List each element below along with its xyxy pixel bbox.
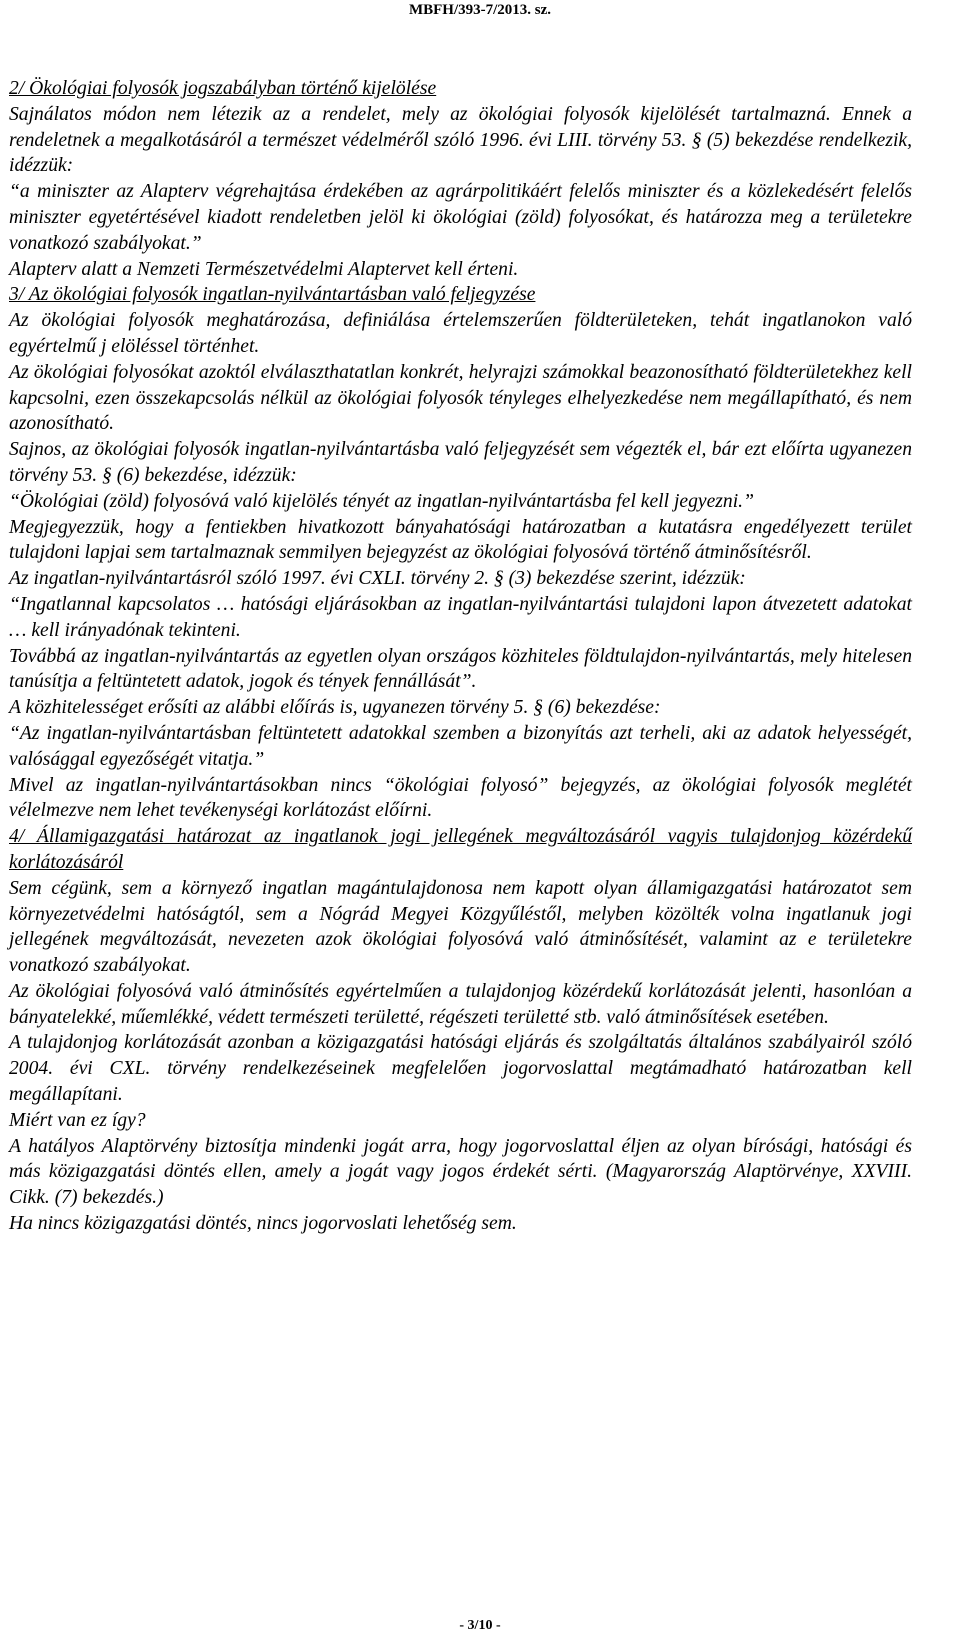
paragraph: Ha nincs közigazgatási döntés, nincs jogorvoslati lehetőség sem. xyxy=(9,1213,517,1235)
document-body xyxy=(9,76,912,1237)
paragraph: A közhitelességet erősíti az alábbi előírás is, ugyanezen törvény 5. § (6) bekezdése: xyxy=(9,697,661,719)
paragraph: Az ökológiai folyosókat azoktól elválaszthatatlan konkrét, helyrajzi számokkal beazonosítható földterületekhez kell kapcsolni, ezen összekapcsolás nélkül az ökológiai folyosók tényleges elhelyezkedése nem megállapítható, és nem azonosítható. xyxy=(9,361,912,435)
paragraph: Sajnos, az ökológiai folyosók ingatlan-nyilvántartásba való feljegyzését sem végezték el, bár ezt előírta ugyanezen törvény 53. § (6) bekezdése, idézzük: xyxy=(9,439,912,486)
paragraph: A tulajdonjog korlátozását azonban a közigazgatási hatósági eljárás és szolgáltatás általános szabályairól szóló 2004. évi CXL. törvény rendelkezéseinek megfelelően jogorvoslattal megtámadható határozatban kell megállapítani. xyxy=(9,1032,912,1106)
paragraph: Az ingatlan-nyilvántartásról szóló 1997. évi CXLI. törvény 2. § (3) bekezdése szerint, idézzük: xyxy=(9,568,746,590)
paragraph: Sajnálatos módon nem létezik az a rendelet, mely az ökológiai folyosók kijelölését tartalmazná. Ennek a rendeletnek a megalkotásáról a természet védelméről szóló 1996. évi LIII. törvény 53. § (5) bekezdése rendelkezik, idézzük: xyxy=(9,103,912,177)
paragraph: A hatályos Alaptörvény biztosítja mindenki jogát arra, hogy jogorvoslattal éljen az olyan bírósági, hatósági és más közigazgatási döntés ellen, amely a jogát vagy jogos érdekét sérti. (Magyarország Alaptörvénye, XXVIII. Cikk. (7) bekezdés.) xyxy=(9,1135,912,1209)
section-heading-4: 4/ Államigazgatási határozat az ingatlanok jogi jellegének megváltozásáról vagyis tulajdonjog közérdekű korlátozásáról xyxy=(9,826,912,873)
document-id-header: MBFH/393-7/2013. sz. xyxy=(408,2,552,18)
paragraph: Az ökológiai folyosók meghatározása, definiálása értelemszerűen földterületeken, tehát ingatlanokon való egyértelmű j elöléssel történhet. xyxy=(9,310,912,357)
quote-paragraph: “a miniszter az Alapterv végrehajtása érdekében az agrárpolitikáért felelős miniszter és a közlekedésért felelős miniszter egyetértésével kiadott rendeletben jelöl ki ökológiai (zöld) folyosókat, és határozza meg a területekre vonatkozó szabályokat.” xyxy=(9,181,912,254)
quote-paragraph: “Az ingatlan-nyilvántartásban feltüntetett adatokkal szemben a bizonyítás azt terheli, aki az adatok helyességét, valósággal egyezőségét vitatja.” xyxy=(9,722,912,770)
paragraph: Megjegyezzük, hogy a fentiekben hivatkozott bányahatósági határozatban a kutatásra engedélyezett terület tulajdoni lapjai sem tartalmaznak semmilyen bejegyzést az ökológiai folyosóvá történő átminősítésről. xyxy=(9,516,912,564)
section-heading-2: 2/ Ökológiai folyosók jogszabályban történő kijelölése xyxy=(9,78,437,99)
quote-paragraph: “Ingatlannal kapcsolatos … hatósági eljárásokban az ingatlan-nyilvántartási tulajdoni lapon átvezetett adatokat … kell irányadónak tekinteni. xyxy=(9,593,912,641)
paragraph: Mivel az ingatlan-nyilvántartásokban nincs “ökológiai folyosó” bejegyzés, az ökológiai folyosók meglétét vélelmezve nem lehet tevékenységi korlátozást előírni. xyxy=(9,774,912,822)
paragraph: Az ökológiai folyosóvá való átminősítés egyértelműen a tulajdonjog közérdekű korlátozását jelenti, hasonlóan a bányatelekké, műemlékké, védett természeti területté, régészeti területté stb. való átminősítések esetében. xyxy=(9,980,912,1028)
quote-paragraph: “Ökológiai (zöld) folyosóvá való kijelölés tényét az ingatlan-nyilvántartásba fel kell jegyezni.” xyxy=(9,490,754,512)
section-heading-3: 3/ Az ökológiai folyosók ingatlan-nyilvántartásban való feljegyzése xyxy=(9,284,536,306)
paragraph: Továbbá az ingatlan-nyilvántartás az egyetlen olyan országos közhiteles földtulajdon-nyilvántartás, mely hitelesen tanúsítja a feltüntetett adatok, jogok és tények fennállását”. xyxy=(9,645,912,693)
paragraph: Sem cégünk, sem a környező ingatlan magántulajdonosa nem kapott olyan államigazgatási határozatot sem környezetvédelmi hatóságtól, sem a Nógrád Megyei Közgyűléstől, melyben közölték volna ingatlanuk jogi jellegének megváltozását, nevezeten azok ökológiai folyosóvá való átminősítését, valamint az e területekre vonatkozó szabályokat. xyxy=(9,877,912,977)
paragraph: Alapterv alatt a Nemzeti Természetvédelmi Alaptervet kell érteni. xyxy=(9,258,519,280)
page-number: - 3/10 - xyxy=(459,1618,501,1633)
question-line: Miért van ez így? xyxy=(9,1109,146,1131)
